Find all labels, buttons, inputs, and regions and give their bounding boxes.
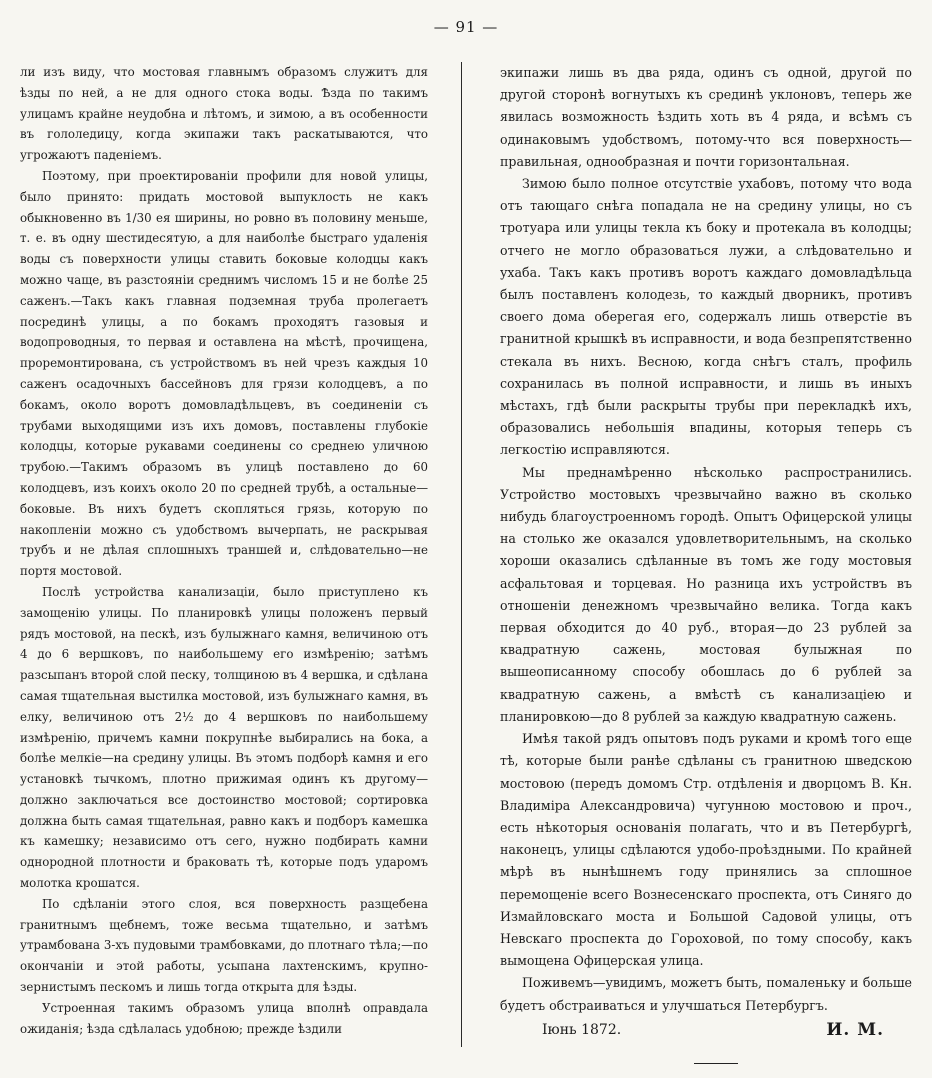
paragraph: Имѣя такой рядъ опытовъ подъ руками и кромѣ того еще тѣ, которые были ранѣе сдѣланы съ гранитною шведскою мостовою (передъ домомъ Стр. отдѣленія и дворцомъ В. Кн. Владиміра Александровича) чугунною мостовою и проч., есть нѣкоторыя основанія полагать, что и въ Петербургѣ, наконецъ, улицы сдѣлаются удобо-проѣздными. По крайней мѣрѣ въ нынѣшнемъ году принялись за сплошное перемощеніе всего Вознесенскаго проспекта, отъ Синяго до Измайловскаго моста и Большой Садовой улицы, отъ Невскаго проспекта до Гороховой, по тому способу, какъ вымощена Офицерская улица. [500,731,912,969]
page-number: — 91 — [433,18,499,36]
paragraph: экипажи лишь въ два ряда, одинъ съ одной, другой по другой сторонѣ вогнутыхъ къ срединѣ уклоновъ, теперь же явилась возможность ѣздить хоть въ 4 ряда, и всѣмъ съ одинаковымъ удобствомъ, потому-что вся поверхность—правильная, однообразная и почти горизонтальная. [500,65,912,169]
end-rule [694,1063,738,1064]
paragraph: Послѣ устройства канализаціи, было приступлено къ замощенію улицы. По планировкѣ улицы положенъ первый рядъ мостовой, на пескѣ, изъ булыжнаго камня, величиною отъ 4 до 6 вершковъ, по наибольшему его измѣренію; затѣмъ разсыпанъ второй слой песку, толщиною въ 4 вершка, и сдѣлана самая тщательная выстилка мостовой, изъ булыжнаго камня, въ елку, величиною отъ 2½ до 4 вершковъ по наибольшему измѣренію, причемъ камни покрупнѣе выбирались на бока, а болѣе мелкіе—на средину улицы. Въ этомъ подборѣ камня и его установкѣ тычкомъ, плотно прижимая одинъ къ другому—должно заключаться все достоинство мостовой; сортировка должна быть самая тщательная, равно какъ и подборъ камешка къ камешку; независимо отъ сего, нужно подбирать камни однородной плотности и браковать тѣ, которые подъ ударомъ молотка крошатся. [20,584,428,891]
signature-initials: И. М. [826,1019,884,1040]
left-column [20,62,428,1039]
paragraph: Зимою было полное отсутствіе ухабовъ, потому что вода отъ тающаго снѣга попадала не на средину улицы, но съ тротуара или улицы текла къ боку и протекала въ колодцы; отчего не могло образоваться лужи, а слѣдовательно и ухаба. Такъ какъ противъ воротъ каждаго домовладѣльца былъ поставленъ колодезь, то каждый дворникъ, противъ своего дома оберегая его, содержалъ лишь отверстіе въ гранитной крышкѣ въ исправности, и вода безпрепятственно стекала въ нихъ. Весною, когда снѣгъ сталъ, профиль сохранилась въ полной исправности, и лишь въ иныхъ мѣстахъ, гдѣ были раскрыты трубы при перекладкѣ ихъ, образовались небольшія впадины, которыя теперь съ легкостію исправляются. [500,176,912,458]
signature-block [500,1019,912,1045]
paragraph: Поживемъ—увидимъ, можетъ быть, помаленьку и больше будетъ обстраиваться и улучшаться Петербургъ. [500,975,912,1013]
paragraph: Мы преднамѣренно нѣсколько распространились. Устройство мостовыхъ чрезвычайно важно въ сколько нибудь благоустроенномъ городѣ. Опытъ Офицерской улицы на столько же оказался удовлетворительнымъ, на сколько хороши оказались сдѣланные въ томъ же году мостовыя асфальтовая и торцевая. Но разница ихъ устройствъ въ отношеніи денежномъ чрезвычайно велика. Тогда какъ первая обходится до 40 руб., вторая—до 23 рублей за квадратную сажень, мостовая булыжная по вышеописанному способу обошлась до 6 рублей за квадратную сажень, а вмѣстѣ съ канализаціею и планировкою—до 8 рублей за каждую квадратную сажень. [500,464,912,724]
paragraph: Поэтому, при проектированіи профили для новой улицы, было принято: придать мостовой выпуклость не какъ обыкновенно въ 1/30 ея ширины, но ровно въ половину меньше, т. е. въ одну шестидесятую, а для наиболѣе быстраго удаленія воды съ поверхности улицы ставить боковые колодцы какъ можно чаще, въ разстояніи среднимъ числомъ 15 и не болѣе 25 саженъ.—Такъ какъ главная подземная труба пролегаетъ посрединѣ улицы, а по бокамъ проходятъ газовыя и водопроводныя, то первая и оставлена на мѣстѣ, прочищена, проремонтирована, съ устройствомъ въ ней чрезъ каждыя 10 саженъ осадочныхъ бассейновъ для грязи колодцевъ, а по бокамъ, около воротъ домовладѣльцевъ, въ соединеніи съ трубами выходящими изъ ихъ домовъ, поставлены глубокіе колодцы, которые рукавами соединены со среднею уличною трубою.—Такимъ образомъ въ улицѣ поставлено до 60 колодцевъ, изъ коихъ около 20 по средней трубѣ, а остальные—боковые. Въ нихъ будетъ скопляться грязь, которую по накопленіи можно съ удобствомъ вычерпать, не раскрывая трубъ и не дѣлая сплошныхъ траншей и, слѣдовательно—не портя мостовой. [20,168,428,579]
right-column [500,62,912,1064]
column-divider [461,62,462,1047]
paragraph: По сдѣланіи этого слоя, вся поверхность разщебена гранитнымъ щебнемъ, тоже весьма тщательно, и затѣмъ утрамбована 3-хъ пудовыми трамбовками, до плотнаго тѣла;—по окончаніи и этой работы, усыпана лахтенскимъ, крупно-зернистымъ пескомъ и лишь тогда открыта для ѣзды. [20,896,428,995]
paragraph: Устроенная такимъ образомъ улица вполнѣ оправдала ожиданія; ѣзда сдѣлалась удобною; прежде ѣздили [20,1000,428,1036]
paragraph: ли изъ виду, что мостовая главнымъ образомъ служитъ для ѣзды по ней, а не для одного стока воды. Ѣзда по такимъ улицамъ крайне неудобна и лѣтомъ, и зимою, а въ особенности въ гололедицу, когда экипажи такъ раскатываются, что угрожаютъ паденіемъ. [20,65,428,163]
signature-date: Іюнь 1872. [542,1021,622,1038]
